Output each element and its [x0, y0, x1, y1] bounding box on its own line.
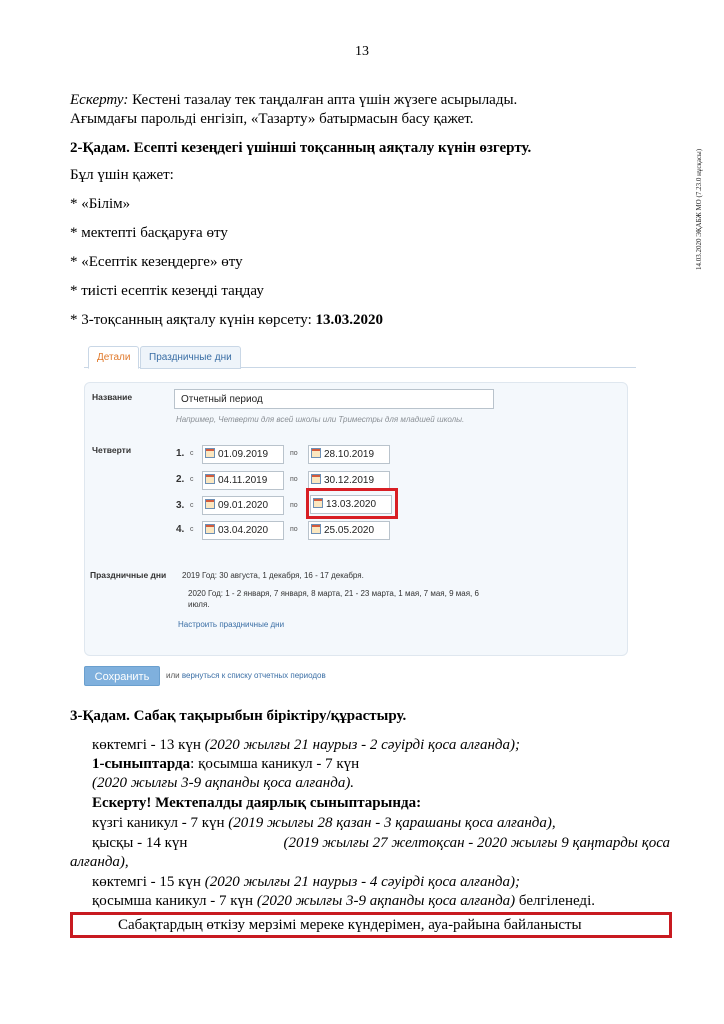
step2-item: * «Есептік кезеңдерге» өту — [70, 254, 243, 270]
spring13-note: (2020 жылғы 21 наурыз - 2 сәуірді қоса алғанда); — [204, 737, 520, 753]
to-label: по — [290, 476, 298, 483]
quarter-3-start-value: 09.01.2020 — [218, 500, 269, 511]
or-text: или — [166, 671, 180, 680]
spring15-note: (2020 жылғы 21 наурыз - 4 сәуірді қоса алғанда); — [204, 874, 520, 890]
step2-heading: 2-Қадам. Есепті кезеңдегі үшінші тоқсанның аяқталу күнін өзгерту. — [70, 140, 532, 156]
name-hint: Например, Четверти для всей школы или Триместры для младшей школы. — [176, 415, 465, 424]
period-name-input[interactable]: Отчетный период — [174, 389, 494, 409]
from-label: с — [190, 450, 194, 457]
winter-line — [92, 833, 670, 853]
framed-line: Сабақтардың өткізу мерзімі мереке күндерімен, ауа-райына байланысты — [118, 917, 582, 933]
spring13-text: көктемгі - 13 күн — [92, 737, 205, 753]
calendar-icon[interactable] — [205, 524, 215, 534]
tab-holidays[interactable]: Праздничные дни — [140, 346, 241, 369]
quarter-number: 2. — [176, 474, 185, 485]
period-form-screenshot — [84, 344, 638, 684]
quarter-4-start-value: 03.04.2020 — [218, 525, 269, 536]
autumn-text: күзгі каникул - 7 күн — [92, 815, 229, 831]
highlight-frame — [306, 488, 398, 519]
note-line-1 — [70, 90, 517, 110]
quarters-label: Четверти — [92, 445, 132, 455]
step3-heading: 3-Қадам. Сабақ тақырыбын біріктіру/құрастыру. — [70, 708, 407, 724]
step2-intro: Бұл үшін қажет: — [70, 167, 174, 183]
save-button[interactable]: Сохранить — [84, 666, 160, 686]
preschool-note: Ескерту! Мектепалды даярлық сыныптарында: — [92, 795, 422, 811]
autumn-note: (2019 жылғы 28 қазан - 3 қарашаны қоса алғанда), — [228, 815, 556, 831]
holidays-2019: 2019 Год: 30 августа, 1 декабря, 16 - 17 декабря. — [182, 571, 364, 580]
grade1-line — [92, 754, 359, 774]
winter-text: қысқы - 14 күн — [92, 835, 188, 851]
step2-item-last — [70, 310, 383, 330]
side-stamp: 14.03.2020 ЭҚАБЖ МО (7.23.0 нұсқасы) — [695, 148, 703, 270]
autumn-line — [92, 813, 556, 833]
extra-text: қосымша каникул - 7 күн — [92, 893, 257, 909]
step2-item: * «Білім» — [70, 196, 131, 212]
quarter-number: 3. — [176, 500, 185, 511]
quarter-1-end-date[interactable] — [308, 445, 390, 464]
holidays-label: Праздничные дни — [90, 570, 167, 580]
step2-item-last-text: * 3-тоқсанның аяқталу күнін көрсету: — [70, 312, 316, 328]
step2-item-last-date: 13.03.2020 — [315, 312, 384, 328]
step2-item: * тиісті есептік кезеңді таңдау — [70, 283, 264, 299]
grade1-text: : қосымша каникул - 7 күн — [190, 756, 360, 772]
from-label: с — [190, 502, 194, 509]
tab-details[interactable]: Детали — [88, 346, 139, 369]
winter-note: (2019 жылғы 27 желтоқсан - 2020 жылғы 9 қаңтарды қоса — [283, 835, 670, 851]
quarter-4-end-date[interactable] — [308, 521, 390, 540]
holidays-2020-line2: июля. — [188, 600, 210, 609]
quarter-3-end-value: 13.03.2020 — [326, 499, 377, 510]
back-to-periods-link[interactable]: вернуться к списку отчетных периодов — [181, 671, 326, 680]
quarter-1-start-date[interactable] — [202, 445, 284, 464]
quarter-1-end-value: 28.10.2019 — [324, 449, 375, 460]
calendar-icon[interactable] — [205, 474, 215, 484]
step2-item: * мектепті басқаруға өту — [70, 225, 228, 241]
note-line-2: Ағымдағы парольді енгізіп, «Тазарту» батырмасын басу қажет. — [70, 111, 474, 127]
quarter-2-end-value: 30.12.2019 — [324, 475, 375, 486]
quarter-2-start-value: 04.11.2019 — [218, 475, 268, 486]
quarter-4-end-value: 25.05.2020 — [324, 525, 375, 536]
save-alternative — [166, 671, 326, 680]
quarter-4-start-date[interactable] — [202, 521, 284, 540]
extra-line — [92, 891, 595, 911]
calendar-icon[interactable] — [311, 524, 321, 534]
quarter-number: 4. — [176, 524, 185, 535]
spring15-line — [92, 872, 520, 892]
grade1-note: (2020 жылғы 3-9 ақпанды қоса алғанда). — [92, 775, 355, 791]
page-number: 13 — [355, 44, 369, 59]
extra-note: (2020 жылғы 3-9 ақпанды қоса алғанда) — [256, 893, 516, 909]
calendar-icon[interactable] — [311, 448, 321, 458]
calendar-icon[interactable] — [205, 499, 215, 509]
to-label: по — [290, 526, 298, 533]
to-label: по — [290, 450, 298, 457]
spring13-line — [92, 735, 520, 755]
winter-note-cont: алғанда), — [70, 854, 129, 870]
from-label: с — [190, 476, 194, 483]
note-text-1: Кестені тазалау тек таңдалған апта үшін жүзеге асырылады. — [128, 92, 518, 108]
quarter-number: 1. — [176, 448, 185, 459]
name-label: Название — [92, 392, 133, 402]
quarter-1-start-value: 01.09.2019 — [218, 449, 269, 460]
note-label: Ескерту: — [70, 92, 129, 108]
quarter-2-start-date[interactable] — [202, 471, 284, 490]
to-label: по — [290, 502, 298, 509]
holidays-2020-line1: 2020 Год: 1 - 2 января, 7 января, 8 марта, 21 - 23 марта, 1 мая, 7 мая, 9 мая, 6 — [188, 589, 479, 598]
extra-end: белгіленеді. — [515, 893, 595, 909]
calendar-icon[interactable] — [205, 448, 215, 458]
configure-holidays-link[interactable]: Настроить праздничные дни — [178, 620, 285, 629]
from-label: с — [190, 526, 194, 533]
spring15-text: көктемгі - 15 күн — [92, 874, 205, 890]
quarter-3-start-date[interactable] — [202, 496, 284, 515]
calendar-icon[interactable] — [311, 474, 321, 484]
grade1-label: 1-сыныптарда — [92, 756, 191, 772]
